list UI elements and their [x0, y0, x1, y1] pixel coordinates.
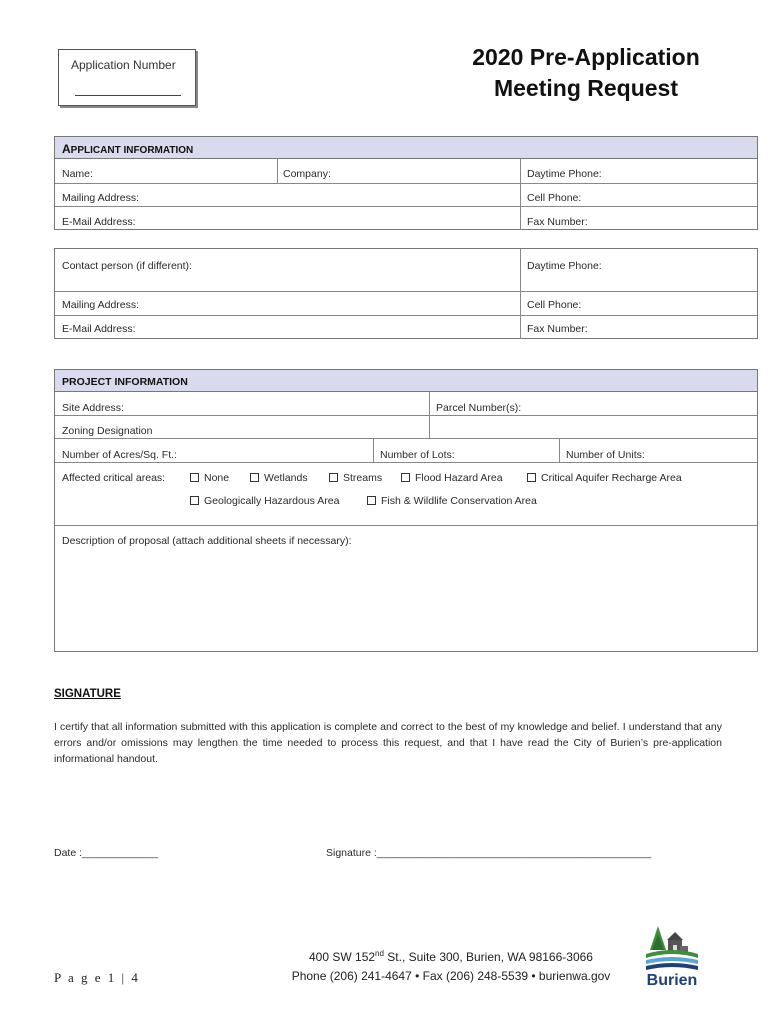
zoning-designation-field[interactable]: Zoning Designation: [62, 425, 153, 437]
applicant-email-field[interactable]: E-Mail Address:: [62, 216, 136, 228]
applicant-mailing-address-field[interactable]: Mailing Address:: [62, 192, 140, 204]
burien-logo-text: Burien: [646, 972, 698, 989]
number-of-lots-field[interactable]: Number of Lots:: [380, 449, 455, 461]
city-address: [276, 944, 626, 986]
applicant-daytime-phone-field[interactable]: Daytime Phone:: [527, 168, 602, 180]
contact-mailing-address-field[interactable]: Mailing Address:: [62, 299, 140, 311]
contact-line: Phone (206) 241-4647 • Fax (206) 248-5539 • burienwa.gov: [291, 969, 611, 983]
signature-field[interactable]: Signature :_______________________________________________: [326, 847, 652, 859]
checkbox-wetlands-label: Wetlands: [264, 472, 308, 484]
contact-person-section: [54, 248, 758, 339]
burien-logo: [640, 920, 704, 992]
checkbox-none-label: None: [204, 472, 230, 484]
page-number: P a g e 1 | 4: [54, 970, 140, 985]
applicant-heading-rest: PPLICANT INFORMATION: [70, 145, 194, 156]
applicant-fax-field[interactable]: Fax Number:: [527, 216, 588, 228]
checkbox-flood-hazard-area-label: Flood Hazard Area: [415, 472, 503, 484]
checkbox-critical-aquifer-label: Critical Aquifer Recharge Area: [541, 472, 682, 484]
application-number-label: Application Number: [71, 58, 176, 72]
contact-person-field[interactable]: Contact person (if different):: [62, 260, 192, 272]
applicant-section-title: [62, 142, 193, 156]
address-street-number: 400 SW 152: [309, 950, 376, 964]
date-field[interactable]: Date :_____________: [54, 847, 158, 859]
title-line-1: 2020 Pre-Application: [472, 44, 700, 70]
critical-areas-label: Affected critical areas:: [62, 472, 166, 484]
contact-daytime-phone-field[interactable]: Daytime Phone:: [527, 260, 602, 272]
applicant-information-section: [54, 136, 758, 230]
number-of-units-field[interactable]: Number of Units:: [566, 449, 645, 461]
contact-cell-phone-field[interactable]: Cell Phone:: [527, 299, 582, 311]
signature-heading: SIGNATURE: [54, 688, 121, 700]
application-number-box: [58, 49, 196, 106]
address-street-rest: St., Suite 300, Burien, WA 98166-3066: [383, 950, 593, 964]
applicant-company-field[interactable]: Company:: [283, 168, 331, 180]
page-title: [440, 42, 732, 104]
project-information-section: [54, 369, 758, 652]
applicant-section-header: [55, 137, 757, 159]
project-section-title: PROJECT INFORMATION: [62, 376, 188, 388]
checkbox-geologically-hazardous-area[interactable]: [190, 495, 339, 507]
title-line-2: Meeting Request: [493, 75, 679, 101]
parcel-numbers-field[interactable]: Parcel Number(s):: [436, 402, 522, 414]
contact-email-field[interactable]: E-Mail Address:: [62, 323, 136, 335]
description-of-proposal-field[interactable]: Description of proposal (attach additional sheets if necessary):: [62, 535, 352, 547]
applicant-heading-initial: A: [62, 142, 71, 156]
address-ordinal-suffix: nd: [375, 949, 384, 958]
project-section-header: [55, 370, 757, 392]
checkbox-critical-aquifer-recharge-area[interactable]: [527, 472, 682, 484]
acres-sqft-field[interactable]: Number of Acres/Sq. Ft.:: [62, 449, 177, 461]
checkbox-none[interactable]: [190, 472, 229, 484]
contact-fax-field[interactable]: Fax Number:: [527, 323, 588, 335]
checkbox-fish-wildlife-label: Fish & Wildlife Conservation Area: [381, 495, 537, 507]
checkbox-streams[interactable]: [329, 472, 382, 484]
applicant-cell-phone-field[interactable]: Cell Phone:: [527, 192, 582, 204]
site-address-field[interactable]: Site Address:: [62, 402, 124, 414]
application-number-field[interactable]: [75, 95, 181, 96]
checkbox-geologically-hazardous-label: Geologically Hazardous Area: [204, 495, 340, 507]
applicant-name-field[interactable]: Name:: [62, 168, 93, 180]
address-line: [276, 944, 626, 967]
checkbox-streams-label: Streams: [343, 472, 383, 484]
certification-text: I certify that all information submitted with this application is complete and correct to the best of my knowledge and belief. I understand that any errors and/or omissions may lengthen the time needed to process this request, and that I have read the City of Burien’s pre-application informational handout.: [54, 721, 722, 765]
burien-logo-icon: [640, 920, 704, 976]
checkbox-wetlands[interactable]: [250, 472, 308, 484]
checkbox-fish-wildlife-conservation-area[interactable]: [367, 495, 537, 507]
checkbox-flood-hazard-area[interactable]: [401, 472, 503, 484]
